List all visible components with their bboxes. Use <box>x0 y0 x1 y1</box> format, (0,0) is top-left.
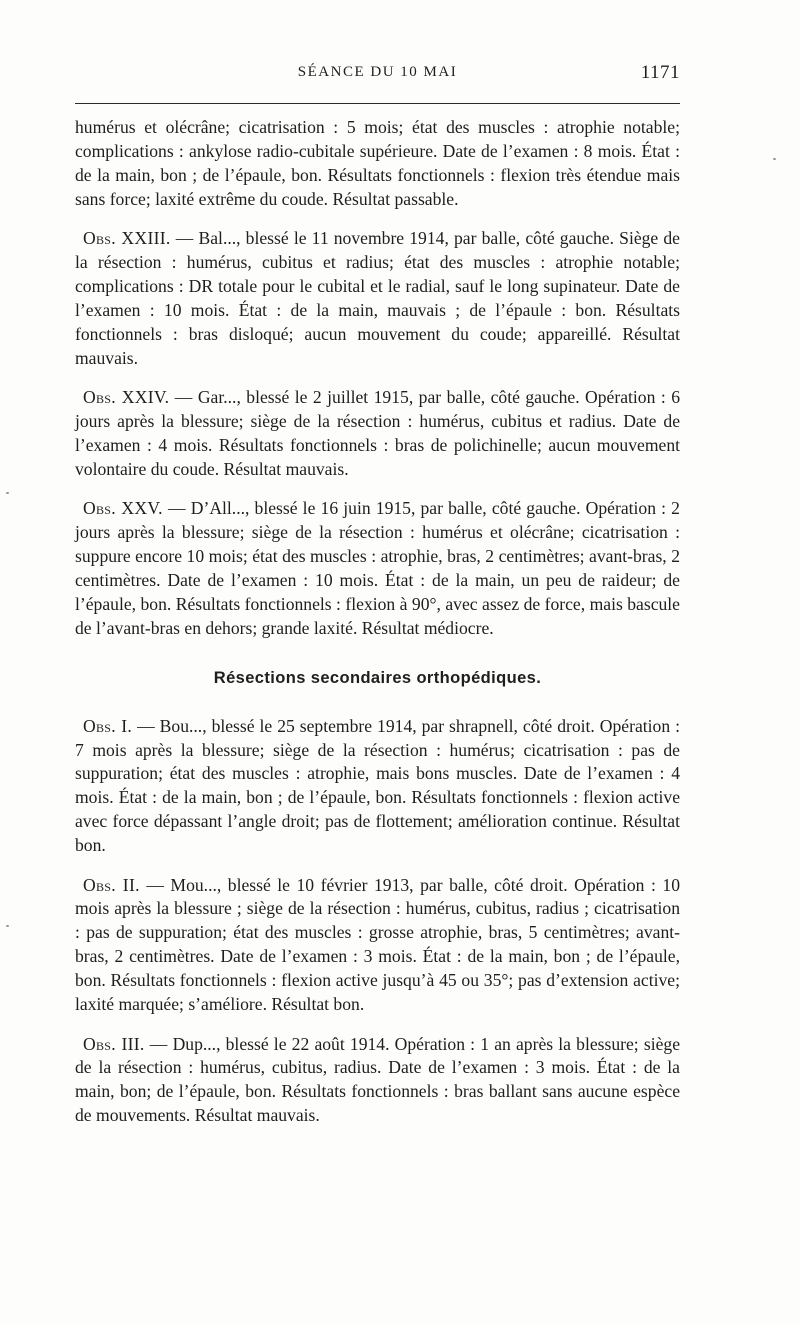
observation-label: Obs. XXIII. <box>83 228 171 249</box>
observation-xxiii <box>75 227 680 370</box>
observation-i <box>75 715 680 858</box>
observation-text: — Mou..., blessé le 10 février 1913, par balle, côté droit. Opération : 10 mois après la blessure ; siège de la résection : humérus, cubitus, radius ; cicatrisation : pas de suppuration; état des muscles : grosse atrophie, bras, 5 centimètres; avant-bras, 2 centimètres. Date de l’examen : 3 mois. État : de la main, bon ; de l’épaule, bon. Résultats fonctionnels : flexion active jusqu’à 45 ou 35°; pas d’extension active; laxité marquée; s’améliore. Résultat bon. <box>75 874 680 1015</box>
page-number: 1171 <box>640 62 680 83</box>
observation-label: Obs. III. <box>83 1033 145 1054</box>
section-heading: Résections secondaires orthopédiques. <box>213 668 542 687</box>
observation-label: Obs. I. <box>83 715 133 736</box>
running-head <box>75 62 680 86</box>
scan-speck <box>6 925 9 927</box>
observation-text: — Dup..., blessé le 22 août 1914. Opération : 1 an après la blessure; siège de la résection : humérus, cubitus, radius. Date de l’examen : 3 mois. État : de la main, bon; de l’épaule, bon. Résultats fonctionnels : bras ballant sans aucune espèce de mouvements. Résultat mauvais. <box>75 1033 681 1126</box>
continuation-text: humérus et olécrâne; cicatrisation : 5 mois; état des muscles : atrophie notable; complications : ankylose radio-cubitale supérieure. Date de l’examen : 8 mois. État : de la main, bon ; de l’épaule, bon. Résultats fonctionnels : flexion très étendue mais sans force; laxité extrême du coude. Résultat passable. <box>75 117 680 209</box>
observation-text: — Bou..., blessé le 25 septembre 1914, par shrapnell, côté droit. Opération : 7 mois après la blessure; siège de la résection : humérus; cicatrisation : pas de suppuration; état des muscles : atrophie, mais bons muscles. Date de l’examen : 4 mois. État : de la main, bon ; de l’épaule, bon. Résultats fonctionnels : flexion active avec force dépassant l’angle droit; pas de flottement; amélioration continue. Résultat bon. <box>75 715 681 856</box>
observation-xxv <box>75 497 680 640</box>
observation-iii <box>75 1033 680 1129</box>
observation-text: — Gar..., blessé le 2 juillet 1915, par balle, côté gauche. Opération : 6 jours après la blessure; siège de la résection : humérus, cubitus et radius. Date de l’examen : 4 mois. Résultats fonctionnels : bras de polichinelle; aucun mouvement volontaire du coude. Résultat mauvais. <box>75 387 680 479</box>
observation-label: Obs. XXV. <box>83 498 163 519</box>
scan-speck <box>773 158 776 160</box>
continuation-paragraph <box>75 116 680 212</box>
observation-label: Obs. II. <box>83 874 140 895</box>
running-title: SÉANCE DU 10 MAI <box>297 64 458 80</box>
scan-speck <box>6 492 9 494</box>
body-text <box>75 116 680 1128</box>
observation-label: Obs. XXIV. <box>83 387 170 408</box>
observation-xxiv <box>75 386 680 482</box>
observation-text: — Bal..., blessé le 11 novembre 1914, par balle, côté gauche. Siège de la résection : humérus, cubitus et radius; état des muscles : atrophie notable; complications : DR totale pour le cubital et le radial, sauf le long supinateur. Date de l’examen : 10 mois. État : de la main, mauvais ; de l’épaule : bon. Résultats fonctionnels : bras disloqué; aucun mouvement du coude; appareillé. Résultat mauvais. <box>75 228 680 368</box>
observation-ii <box>75 874 680 1017</box>
header-rule <box>75 103 680 104</box>
observation-text: — D’All..., blessé le 16 juin 1915, par balle, côté gauche. Opération : 2 jours après la blessure; siège de la résection : humérus et olécrâne; cicatrisation : suppure encore 10 mois; état des muscles : atrophie, bras, 2 centimètres; avant-bras, 2 centimètres. Date de l’examen : 10 mois. État : de la main, un peu de raideur; de l’épaule, bon. Résultats fonctionnels : flexion à 90°, avec assez de force, mais bascule de l’avant-bras en dehors; grande laxité. Résultat médiocre. <box>75 498 680 638</box>
